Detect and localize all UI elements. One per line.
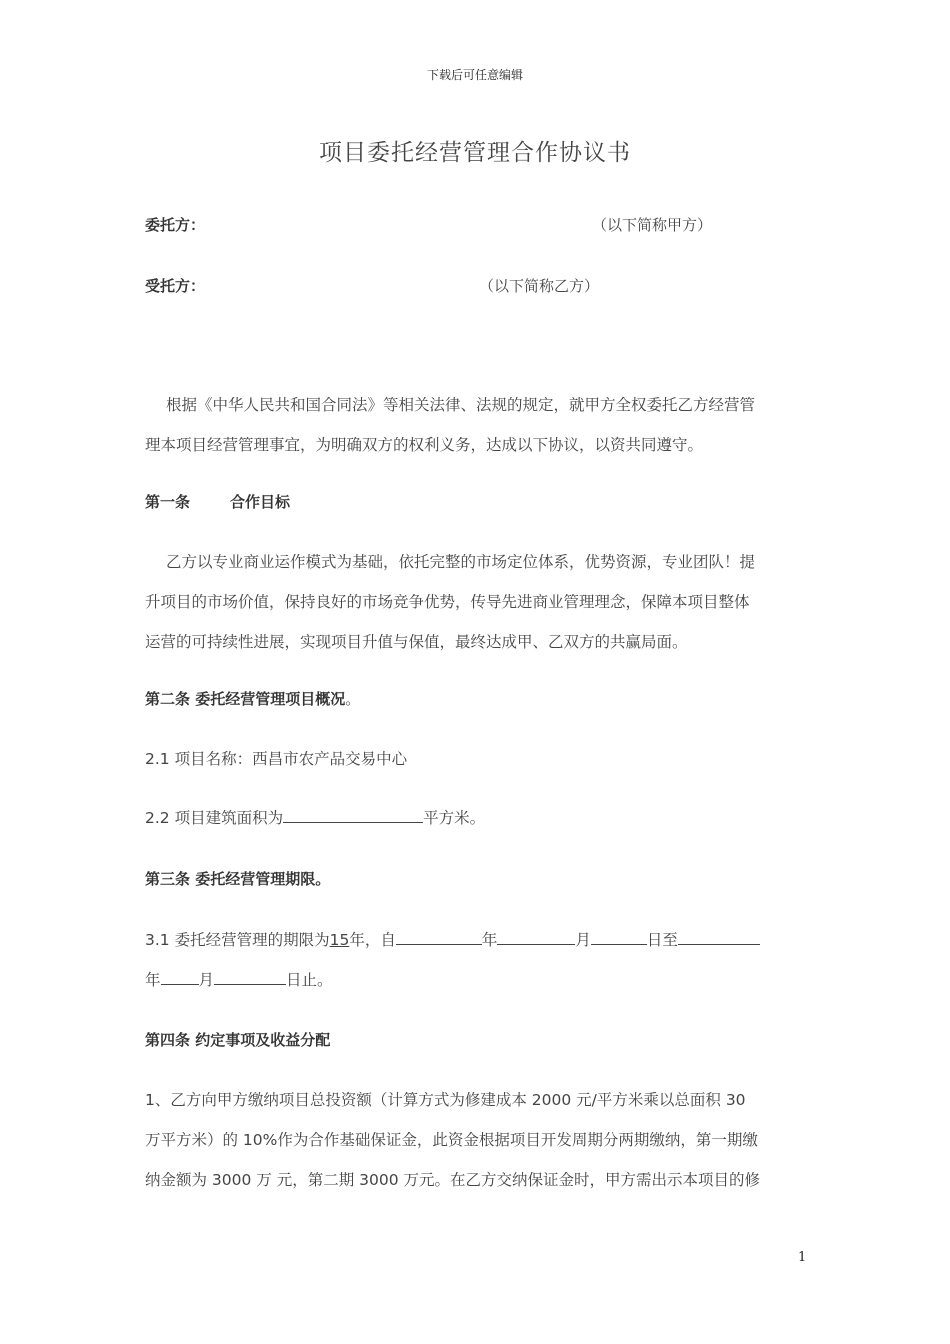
- article-1-line-1: 乙方以专业商业运作模式为基础，依托完整的市场定位体系，优势资源，专业团队！提: [166, 553, 756, 571]
- article-4-line-3: 纳金额为 3000 万 元，第二期 3000 万元。在乙方交纳保证金时，甲方需出示本项目的修: [145, 1171, 761, 1189]
- term-ri-to: 日至: [646, 931, 678, 949]
- article-3-heading: 第三条 委托经营管理期限。: [145, 870, 331, 888]
- term-line2-yue: 月: [198, 971, 215, 989]
- term-line2-end: 日止。: [286, 971, 333, 989]
- term-yue: 月: [575, 931, 591, 949]
- article-2-heading: [145, 688, 360, 709]
- article-1-line-2: 升项目的市场价值，保持良好的市场竞争优势，传导先进商业管理理念，保障本项目整体: [145, 593, 750, 611]
- article-1-name: 合作目标: [230, 493, 291, 511]
- term-line2-nian: 年: [145, 971, 161, 989]
- entrust-party-label: 委托方：: [145, 216, 206, 234]
- article-4-heading: 第四条 约定事项及收益分配: [145, 1031, 331, 1049]
- article-2-item-2: [145, 806, 485, 828]
- article-3-item-1-line-1: [145, 928, 760, 950]
- article-2-item-1: 2.1 项目名称：西昌市农产品交易中心: [145, 750, 408, 768]
- document-title: 项目委托经营管理合作协议书: [319, 140, 631, 166]
- article-4-line-1: 1、乙方向甲方缴纳项目总投资额（计算方式为修建成本 2000 元/平方米乘以总面积 30: [145, 1091, 746, 1109]
- term-prefix: 3.1 委托经营管理的期限为: [145, 931, 330, 949]
- entrust-party-note: （以下简称甲方）: [592, 216, 713, 234]
- article-1-line-3: 运营的可持续性进展，实现项目升值与保值，最终达成甲、乙双方的共赢局面。: [145, 633, 688, 651]
- end-day-blank[interactable]: [214, 969, 286, 985]
- start-month-blank[interactable]: [497, 929, 575, 945]
- intro-line-1: 根据《中华人民共和国合同法》等相关法律、法规的规定，就甲方全权委托乙方经营管: [166, 396, 756, 414]
- term-nian: 年: [481, 931, 498, 949]
- area-blank[interactable]: [283, 807, 423, 823]
- article-3-item-1-line-2: [145, 968, 333, 990]
- article-2-heading-text: 第二条 委托经营管理项目概况: [145, 690, 346, 708]
- start-year-blank[interactable]: [396, 929, 482, 945]
- term-years: 15: [329, 931, 350, 949]
- article-2-heading-tail: 。: [345, 690, 361, 708]
- article-1-heading: [145, 491, 290, 512]
- trustee-party-note: （以下简称乙方）: [479, 277, 600, 295]
- article-1-number: 第一条: [145, 493, 191, 511]
- end-year-blank[interactable]: [678, 929, 760, 945]
- term-year-from: 年，自: [349, 931, 396, 949]
- article-4-line-2: 万平方米）的 10%作为合作基础保证金，此资金根据项目开发周期分两期缴纳，第一期缴: [145, 1131, 758, 1149]
- intro-line-2: 理本项目经营管理事宜，为明确双方的权利义务，达成以下协议，以资共同遵守。: [145, 436, 704, 454]
- article-2-item-2-suffix: 平方米。: [423, 809, 486, 827]
- page-number: 1: [798, 1250, 807, 1265]
- trustee-party-label: 受托方：: [145, 277, 206, 295]
- page-header: 下载后可任意编辑: [426, 68, 523, 82]
- article-2-item-2-prefix: 2.2 项目建筑面积为: [145, 809, 284, 827]
- end-month-blank[interactable]: [161, 969, 199, 985]
- start-day-blank[interactable]: [591, 929, 647, 945]
